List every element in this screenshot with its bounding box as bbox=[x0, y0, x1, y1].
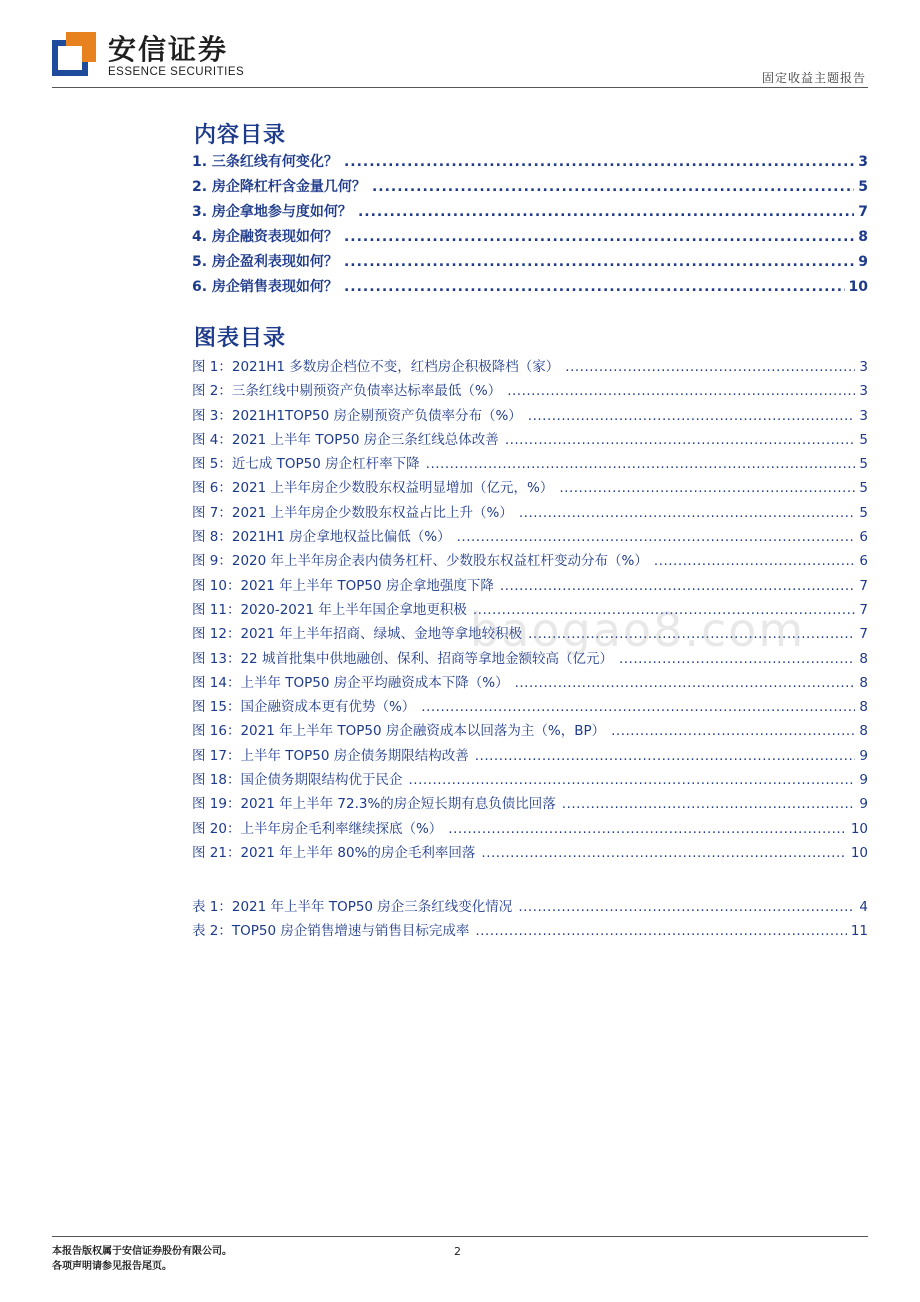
header-divider bbox=[52, 87, 868, 88]
logo-chinese-name: 安信证券 bbox=[108, 33, 229, 66]
toc-entry-page: 5 bbox=[859, 456, 868, 473]
toc-entry-page: 10 bbox=[848, 279, 868, 295]
toc-leader-dots bbox=[515, 675, 856, 691]
footer-divider bbox=[52, 1236, 868, 1237]
toc-leader-dots bbox=[421, 699, 855, 715]
toc-entry-label: 图 8：2021H1 房企拿地权益比偏低（%） bbox=[192, 529, 451, 546]
toc-leader-dots bbox=[344, 279, 845, 295]
toc-entry-label: 图 18：国企债务期限结构优于民企 bbox=[192, 772, 403, 789]
toc-entry-page: 5 bbox=[859, 504, 868, 521]
toc-leader-dots bbox=[611, 723, 855, 739]
toc-leader-dots bbox=[448, 821, 847, 837]
toc-entry-page: 3 bbox=[858, 154, 868, 170]
toc-entry-page: 8 bbox=[859, 699, 868, 716]
logo-english-name: ESSENCE SECURITIES bbox=[108, 66, 245, 78]
content-toc bbox=[192, 151, 868, 301]
toc-leader-dots bbox=[475, 748, 856, 764]
toc-entry-label: 2. 房企降杠杆含金量几何？ bbox=[192, 179, 366, 195]
toc-leader-dots bbox=[358, 204, 854, 220]
toc-leader-dots bbox=[408, 772, 855, 788]
toc-entry[interactable] bbox=[192, 355, 868, 379]
toc-entry[interactable] bbox=[192, 744, 868, 768]
toc-entry[interactable] bbox=[192, 574, 868, 598]
toc-entry-label: 图 12：2021 年上半年招商、绿城、金地等拿地较积极 bbox=[192, 626, 523, 643]
toc-entry-page: 10 bbox=[850, 820, 868, 837]
toc-entry-page: 5 bbox=[858, 179, 868, 195]
toc-entry-label: 图 1：2021H1 多数房企档位不变，红档房企积极降档（家） bbox=[192, 359, 560, 375]
toc-entry-label: 图 21：2021 年上半年 80%的房企毛利率回落 bbox=[192, 844, 476, 861]
toc-leader-dots bbox=[519, 505, 856, 521]
toc-entry[interactable] bbox=[192, 768, 868, 792]
toc-entry-page: 3 bbox=[859, 407, 868, 424]
toc-entry-page: 8 bbox=[858, 229, 868, 245]
toc-entry-page: 3 bbox=[859, 359, 868, 375]
footer-copyright: 本报告版权属于安信证券股份有限公司。 bbox=[52, 1246, 232, 1257]
toc-entry-label: 图 7：2021 上半年房企少数股东权益占比上升（%） bbox=[192, 504, 513, 521]
toc-entry-page: 7 bbox=[858, 204, 868, 220]
figure-toc-title: 图表目录 bbox=[194, 326, 287, 351]
toc-leader-dots bbox=[500, 578, 856, 594]
toc-leader-dots bbox=[426, 456, 856, 472]
toc-entry-label: 图 11：2020-2021 年上半年国企拿地更积极 bbox=[192, 601, 467, 618]
toc-entry-label: 图 14：上半年 TOP50 房企平均融资成本下降（%） bbox=[192, 674, 509, 691]
toc-entry[interactable] bbox=[192, 428, 868, 452]
toc-entry-label: 图 5：近七成 TOP50 房企杠杆率下降 bbox=[192, 456, 420, 473]
toc-entry-page: 4 bbox=[859, 899, 868, 915]
toc-leader-dots bbox=[565, 359, 855, 375]
toc-entry-label: 图 6：2021 上半年房企少数股东权益明显增加（亿元，%） bbox=[192, 480, 554, 497]
toc-entry-label: 5. 房企盈利表现如何？ bbox=[192, 254, 338, 270]
toc-leader-dots bbox=[344, 229, 854, 245]
toc-entry-label: 4. 房企融资表现如何？ bbox=[192, 229, 338, 245]
toc-leader-dots bbox=[475, 923, 846, 939]
toc-leader-dots bbox=[457, 529, 856, 545]
toc-entry-label: 图 10：2021 年上半年 TOP50 房企拿地强度下降 bbox=[192, 577, 494, 594]
toc-entry[interactable] bbox=[192, 695, 868, 719]
toc-entry-label: 图 13：22 城首批集中供地融创、保利、招商等拿地金额较高（亿元） bbox=[192, 650, 613, 667]
toc-entry-page: 7 bbox=[859, 626, 868, 643]
toc-entry-page: 11 bbox=[850, 923, 868, 940]
toc-entry-label: 6. 房企销售表现如何？ bbox=[192, 279, 338, 295]
toc-entry[interactable] bbox=[192, 549, 868, 573]
toc-entry-label: 图 9：2020 年上半年房企表内债务杠杆、少数股东权益杠杆变动分布（%） bbox=[192, 553, 648, 570]
toc-entry[interactable] bbox=[192, 379, 868, 403]
toc-leader-dots bbox=[518, 899, 855, 915]
toc-entry-label: 图 16：2021 年上半年 TOP50 房企融资成本以回落为主（%，BP） bbox=[192, 723, 606, 740]
watermark: baogao8.com bbox=[470, 603, 806, 657]
toc-entry-page: 9 bbox=[858, 254, 868, 270]
toc-entry-page: 8 bbox=[859, 674, 868, 691]
toc-leader-dots bbox=[372, 179, 854, 195]
toc-entry-page: 6 bbox=[859, 529, 868, 546]
toc-entry[interactable] bbox=[192, 895, 868, 919]
toc-leader-dots bbox=[654, 553, 856, 569]
toc-entry[interactable] bbox=[192, 476, 868, 500]
report-type: 固定收益主题报告 bbox=[761, 71, 866, 85]
toc-entry-page: 6 bbox=[859, 553, 868, 570]
toc-entry[interactable] bbox=[192, 501, 868, 525]
toc-entry-page: 10 bbox=[850, 844, 868, 861]
toc-entry[interactable] bbox=[192, 719, 868, 743]
toc-entry-label: 图 4：2021 上半年 TOP50 房企三条红线总体改善 bbox=[192, 431, 499, 448]
toc-entry[interactable] bbox=[192, 404, 868, 428]
toc-leader-dots bbox=[344, 154, 854, 170]
toc-leader-dots bbox=[559, 480, 855, 496]
toc-entry-label: 图 2：三条红线中剔预资产负债率达标率最低（%） bbox=[192, 383, 502, 400]
toc-entry[interactable] bbox=[192, 671, 868, 695]
toc-leader-dots bbox=[344, 254, 854, 270]
toc-entry[interactable] bbox=[192, 817, 868, 841]
toc-entry-label: 图 15：国企融资成本更有优势（%） bbox=[192, 699, 416, 716]
toc-entry[interactable] bbox=[192, 452, 868, 476]
toc-entry-page: 9 bbox=[859, 747, 868, 764]
toc-entry[interactable] bbox=[192, 792, 868, 816]
toc-leader-dots bbox=[481, 845, 846, 861]
toc-entry-label: 3. 房企拿地参与度如何？ bbox=[192, 204, 352, 220]
content-toc-title: 内容目录 bbox=[194, 123, 287, 148]
toc-entry-page: 5 bbox=[859, 480, 868, 497]
toc-leader-dots bbox=[505, 432, 856, 448]
page-header bbox=[52, 26, 868, 88]
toc-entry[interactable] bbox=[192, 251, 868, 276]
toc-entry[interactable] bbox=[192, 151, 868, 176]
toc-entry[interactable] bbox=[192, 176, 868, 201]
toc-entry[interactable] bbox=[192, 276, 868, 301]
table-toc bbox=[192, 895, 868, 944]
toc-entry-page: 9 bbox=[859, 772, 868, 789]
toc-entry-label: 1. 三条红线有何变化？ bbox=[192, 154, 338, 170]
toc-entry-label: 表 2：TOP50 房企销售增速与销售目标完成率 bbox=[192, 923, 470, 940]
essence-logo-icon bbox=[52, 32, 96, 76]
footer-disclaimer: 各项声明请参见报告尾页。 bbox=[52, 1261, 172, 1272]
toc-leader-dots bbox=[507, 383, 855, 399]
toc-entry[interactable] bbox=[192, 201, 868, 226]
toc-leader-dots bbox=[528, 408, 856, 424]
toc-entry-page: 5 bbox=[859, 431, 868, 448]
toc-entry-page: 8 bbox=[859, 650, 868, 667]
toc-entry[interactable] bbox=[192, 525, 868, 549]
toc-entry-page: 8 bbox=[859, 723, 868, 740]
toc-entry-label: 图 20：上半年房企毛利率继续探底（%） bbox=[192, 820, 443, 837]
page-number: 2 bbox=[454, 1245, 461, 1258]
toc-entry-page: 9 bbox=[859, 796, 868, 813]
toc-entry-label: 图 19：2021 年上半年 72.3%的房企短长期有息负债比回落 bbox=[192, 796, 556, 813]
toc-entry-page: 7 bbox=[859, 601, 868, 618]
toc-entry-label: 表 1：2021 年上半年 TOP50 房企三条红线变化情况 bbox=[192, 899, 513, 915]
toc-entry-label: 图 17：上半年 TOP50 房企债务期限结构改善 bbox=[192, 747, 469, 764]
toc-entry[interactable] bbox=[192, 841, 868, 865]
toc-leader-dots bbox=[562, 796, 856, 812]
toc-entry[interactable] bbox=[192, 919, 868, 943]
toc-entry-page: 3 bbox=[859, 383, 868, 400]
toc-entry-page: 7 bbox=[859, 577, 868, 594]
toc-entry[interactable] bbox=[192, 226, 868, 251]
toc-entry-label: 图 3：2021H1TOP50 房企剔预资产负债率分布（%） bbox=[192, 407, 522, 424]
